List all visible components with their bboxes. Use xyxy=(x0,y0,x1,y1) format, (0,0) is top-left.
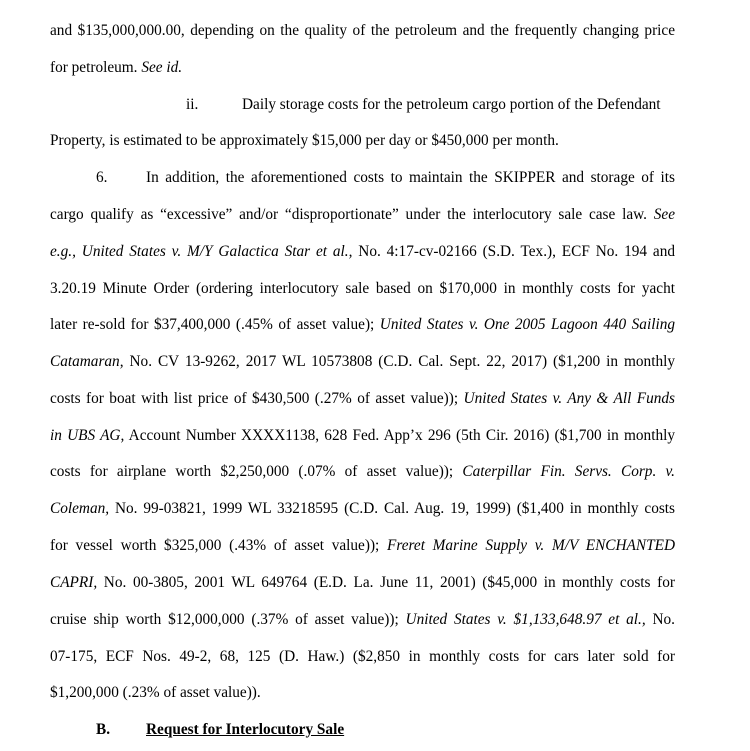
text-line: e.g., United States v. M/Y Galactica Star et al., No. 4:17-cv-02166 (S.D. Tex.), ECF No. 194 and xyxy=(50,243,676,260)
text-line: costs for boat with list price of $430,500 (.27% of asset value)); United States v. Any & All Funds xyxy=(50,390,676,407)
citation: e.g., United States v. M/Y Galactica Star et al., xyxy=(50,243,353,260)
citation: United States v. One 2005 Lagoon 440 Sailing xyxy=(379,316,675,333)
citation: Coleman, xyxy=(50,500,110,517)
citation: Caterpillar Fin. Servs. Corp. v. xyxy=(462,463,675,480)
text-line: 3.20.19 Minute Order (ordering interlocutory sale based on $170,000 in monthly costs for yacht xyxy=(50,280,675,297)
citation: United States v. $1,133,648.97 et al., xyxy=(405,611,646,628)
paragraph-number: 6. xyxy=(96,169,108,186)
text-line: in UBS AG, Account Number XXXX1138, 628 Fed. App’x 296 (5th Cir. 2016) ($1,700 in monthly xyxy=(50,427,676,444)
text-line: later re-sold for $37,400,000 (.45% of asset value); United States v. One 2005 Lagoon 440 Sailing xyxy=(50,316,675,333)
section-heading xyxy=(96,720,344,740)
text-line: cargo qualify as “excessive” and/or “disproportionate” under the interlocutory sale case law. See xyxy=(50,206,675,223)
text-line: Catamaran, No. CV 13-9262, 2017 WL 10573808 (C.D. Cal. Sept. 22, 2017) ($1,200 in monthly xyxy=(50,353,675,370)
section-title: Request for Interlocutory Sale xyxy=(146,721,345,738)
text-line: 07-175, ECF Nos. 49-2, 68, 125 (D. Haw.) ($2,850 in monthly costs for cars later sold for xyxy=(50,648,675,665)
text-line: Property, is estimated to be approximately $15,000 per day or $450,000 per month. xyxy=(50,132,559,149)
text-line: costs for airplane worth $2,250,000 (.07% of asset value)); Caterpillar Fin. Servs. Corp. v. xyxy=(50,463,675,480)
citation: See xyxy=(653,206,675,223)
text-line: for vessel worth $325,000 (.43% of asset value)); Freret Marine Supply v. M/V ENCHANTED xyxy=(50,537,675,554)
text-line: and $135,000,000.00, depending on the quality of the petroleum and the frequently changing price xyxy=(50,22,675,39)
citation: Freret Marine Supply v. M/V ENCHANTED xyxy=(387,537,675,554)
text-line: cruise ship worth $12,000,000 (.37% of asset value)); United States v. $1,133,648.97 et al., No. xyxy=(50,611,675,628)
citation: in UBS AG, xyxy=(50,427,125,444)
list-number: ii. xyxy=(186,96,199,113)
text-line: CAPRI, No. 00-3805, 2001 WL 649764 (E.D. La. June 11, 2001) ($45,000 in monthly costs for xyxy=(50,574,675,591)
text-line: for petroleum. See id. xyxy=(50,59,183,76)
citation: United States v. Any & All Funds xyxy=(463,390,676,407)
text-line: $1,200,000 (.23% of asset value)). xyxy=(50,684,261,701)
citation: See id. xyxy=(141,59,183,76)
text-line: Coleman, No. 99-03821, 1999 WL 33218595 (C.D. Cal. Aug. 19, 1999) ($1,400 in monthly costs xyxy=(50,500,675,517)
text-line: Daily storage costs for the petroleum cargo portion of the Defendant xyxy=(242,96,661,113)
citation: CAPRI, xyxy=(50,574,98,591)
citation: Catamaran, xyxy=(50,353,124,370)
text-line: In addition, the aforementioned costs to maintain the SKIPPER and storage of its xyxy=(146,169,675,186)
section-letter: B. xyxy=(96,721,111,738)
